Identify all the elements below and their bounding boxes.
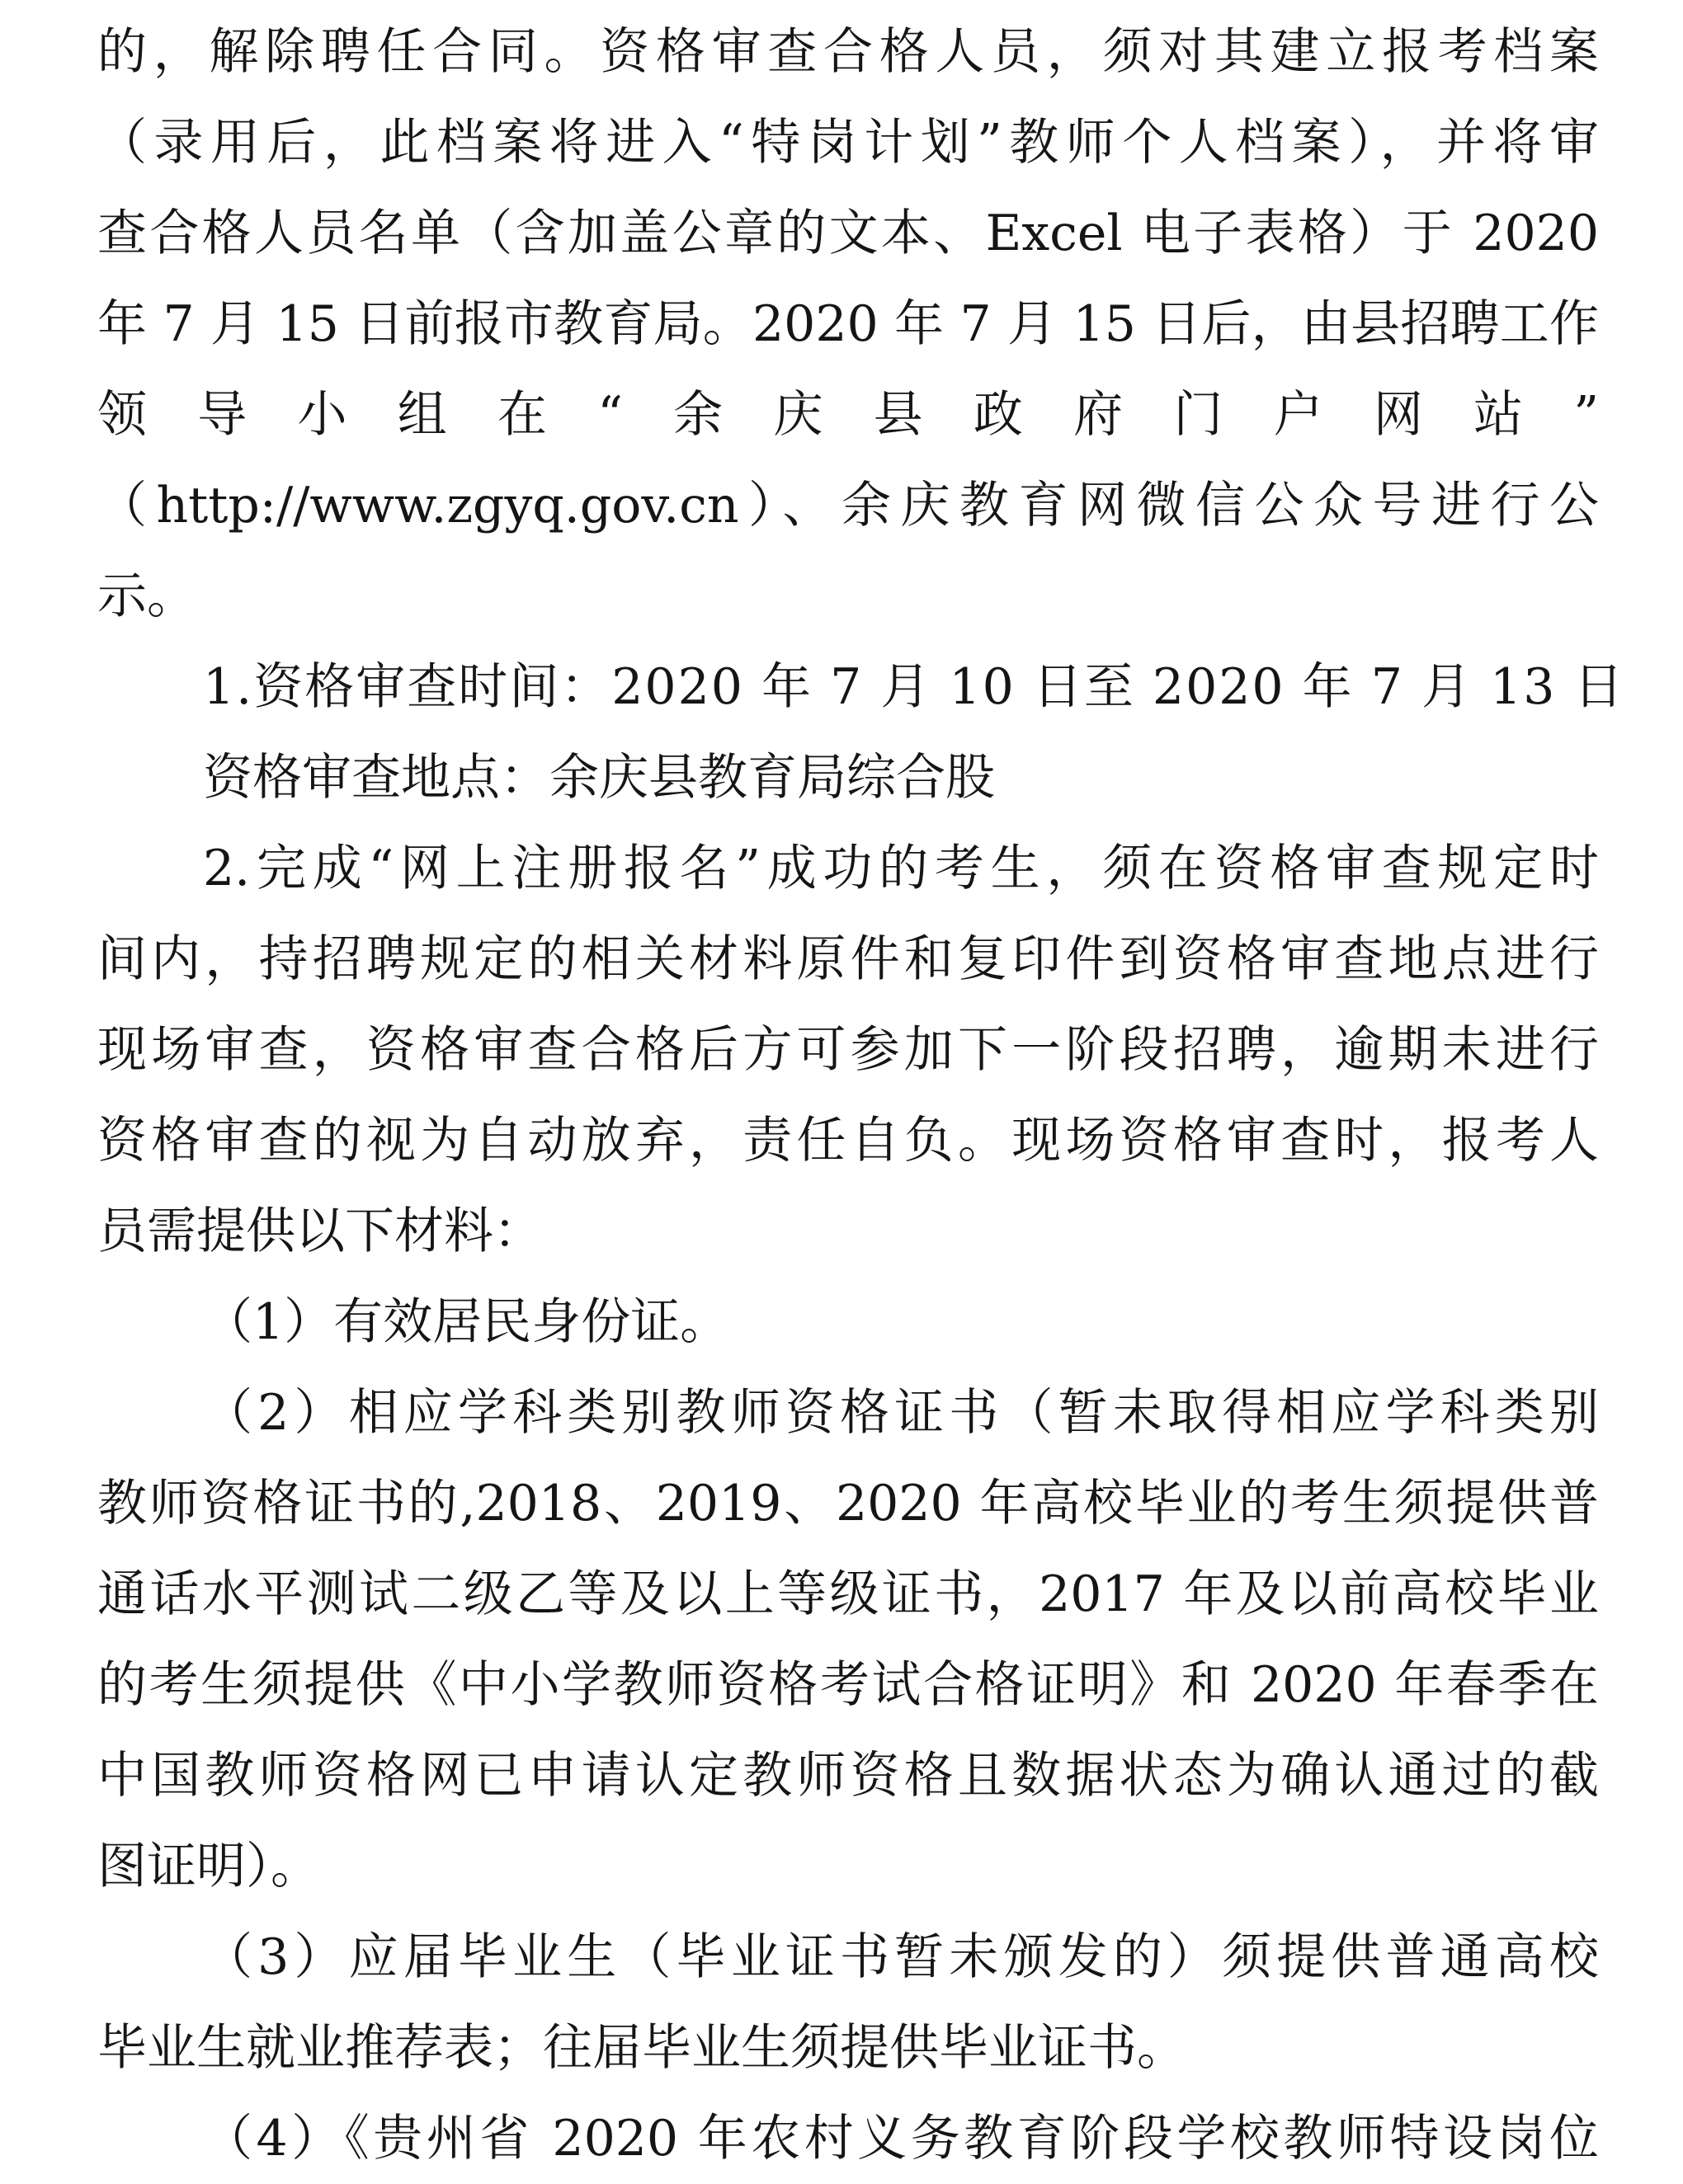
text-line-22: （3）应届毕业生（毕业证书暂未颁发的）须提供普通高校 (203, 1928, 1599, 1986)
text-line-15: （1）有效居民身份证。 (203, 1293, 730, 1351)
text-line-2: （录用后，此档案将进入“特岗计划”教师个人档案），并将审 (97, 114, 1599, 172)
text-line-9: 资格审查地点：余庆县教育局综合股 (203, 749, 995, 807)
text-line-8: 1.资格审查时间：2020 年 7 月 10 日至 2020 年 7 月 13 日 (203, 658, 1625, 716)
text-line-21: 图证明）。 (97, 1838, 320, 1895)
text-line-12: 现场审查，资格审查合格后方可参加下一阶段招聘，逾期未进行 (97, 1021, 1599, 1079)
text-line-14: 员需提供以下材料： (97, 1203, 543, 1260)
text-line-1: 的，解除聘任合同。资格审查合格人员，须对其建立报考档案 (97, 23, 1599, 81)
document-page (97, 7, 1625, 2184)
text-line-19: 的考生须提供《中小学教师资格考试合格证明》和 2020 年春季在 (97, 1656, 1599, 1714)
text-line-6: （http://www.zgyq.gov.cn）、余庆教育网微信公众号进行公 (97, 477, 1599, 534)
text-line-7: 示。 (97, 567, 196, 625)
text-line-11: 间内，持招聘规定的相关材料原件和复印件到资格审查地点进行 (97, 930, 1599, 988)
text-line-17: 教师资格证书的,2018、2019、2020 年高校毕业的考生须提供普 (97, 1475, 1599, 1532)
text-line-4: 年 7 月 15 日前报市教育局。2020 年 7 月 15 日后，由县招聘工作 (97, 295, 1599, 353)
text-line-5: 领 导 小 组 在 “ 余 庆 县 政 府 门 户 网 站 ” (97, 386, 1599, 444)
text-line-3: 查合格人员名单（含加盖公章的文本、Excel 电子表格）于 2020 (97, 205, 1599, 262)
text-line-13: 资格审查的视为自动放弃，责任自负。现场资格审查时，报考人 (97, 1112, 1599, 1170)
text-line-23: 毕业生就业推荐表；往届毕业生须提供毕业证书。 (97, 2019, 1186, 2077)
text-line-20: 中国教师资格网已申请认定教师资格且数据状态为确认通过的截 (97, 1747, 1599, 1805)
text-line-16: （2）相应学科类别教师资格证书（暂未取得相应学科类别 (203, 1384, 1599, 1442)
text-line-10: 2.完成“网上注册报名”成功的考生，须在资格审查规定时 (203, 840, 1599, 897)
text-line-18: 通话水平测试二级乙等及以上等级证书，2017 年及以前高校毕业 (97, 1565, 1599, 1623)
text-line-24: （4）《贵州省 2020 年农村义务教育阶段学校教师特设岗位 (203, 2110, 1599, 2168)
